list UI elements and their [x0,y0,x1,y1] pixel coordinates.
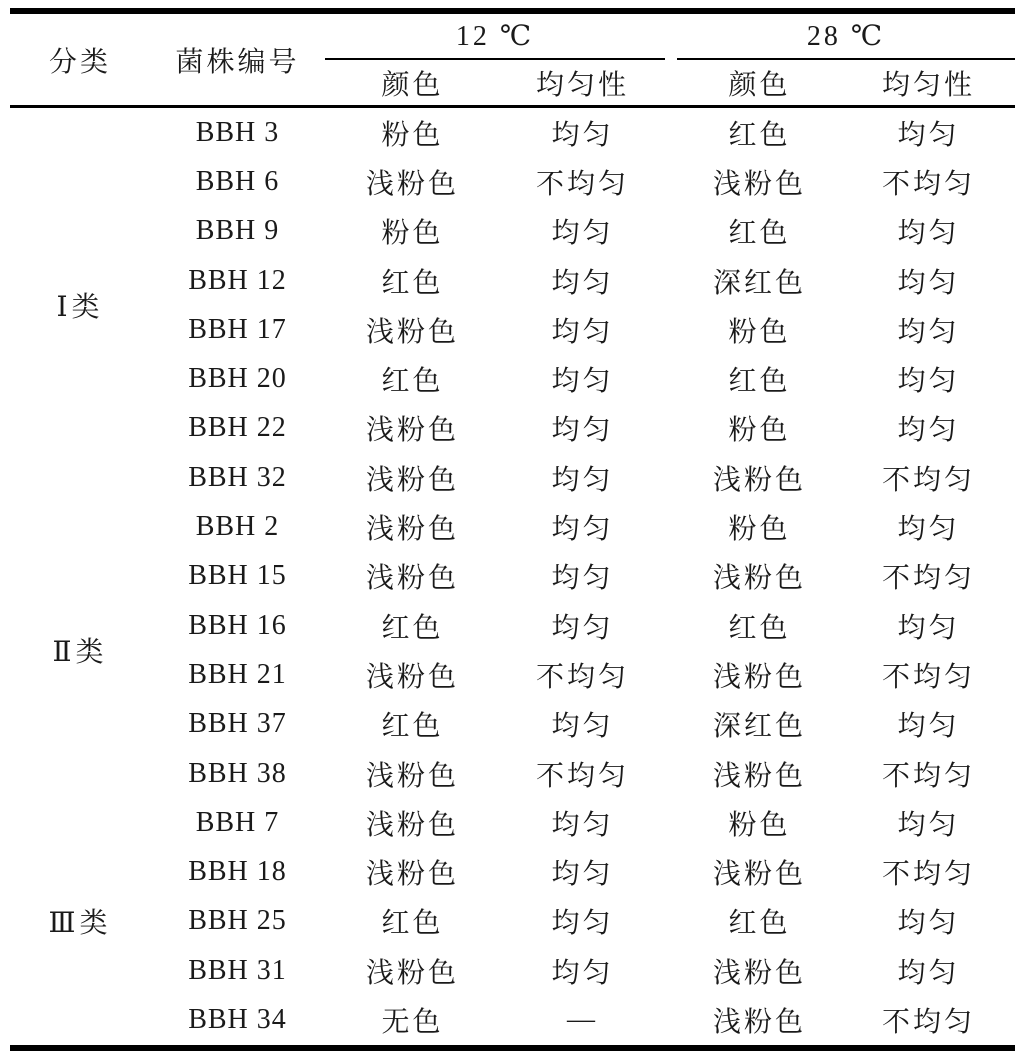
cell-12c-color: 浅粉色 [365,957,459,989]
cell-12c-color: 红色 [381,366,444,398]
row-gap-spacer [665,749,677,798]
cell-28c-color: 深红色 [713,267,807,299]
cell-28c-color: 浅粉色 [713,760,807,792]
cell-12c-uniformity: 均匀 [551,267,614,299]
cell-strain: BBH 37 [188,708,287,740]
cell-28c-uniformity: 不均匀 [882,168,976,200]
header-color-12c: 颜色 [325,59,500,107]
cell-strain: BBH 2 [195,511,280,543]
cell-12c-uniformity: 均匀 [551,316,614,348]
cell-12c-color: 浅粉色 [365,168,459,200]
row-gap-spacer [665,157,677,206]
cell-12c-uniformity: 均匀 [551,711,614,743]
cell-28c-uniformity: 均匀 [897,316,960,348]
cell-12c-uniformity: 均匀 [551,563,614,595]
table-row [10,601,1015,650]
cell-strain: BBH 6 [195,165,280,197]
table-header [10,11,1015,107]
cell-28c-color: 浅粉色 [713,859,807,891]
row-gap-spacer [665,107,677,158]
row-gap-spacer [665,256,677,305]
cell-12c-uniformity: 均匀 [551,809,614,841]
cell-strain: BBH 20 [188,363,287,395]
cell-12c-color: 浅粉色 [365,859,459,891]
cell-12c-color: 浅粉色 [365,563,459,595]
row-gap-spacer [665,502,677,551]
table-row [10,847,1015,896]
row-gap-spacer [665,847,677,896]
cell-12c-color: 红色 [381,267,444,299]
row-gap-spacer [665,650,677,699]
cell-strain: BBH 32 [188,461,287,493]
cell-28c-color: 粉色 [728,514,791,546]
table-row [10,897,1015,946]
cell-12c-uniformity: 均匀 [551,514,614,546]
cell-28c-uniformity: 不均匀 [882,563,976,595]
cell-12c-color: 粉色 [381,119,444,151]
table-row [10,552,1015,601]
cell-28c-uniformity: 不均匀 [882,1006,976,1038]
cell-28c-color: 深红色 [713,711,807,743]
cell-28c-uniformity: 均匀 [897,957,960,989]
header-classification: 分类 [10,11,150,107]
table-row [10,502,1015,551]
cell-28c-uniformity: 均匀 [897,711,960,743]
cell-12c-color: 粉色 [381,218,444,250]
cell-strain: BBH 7 [195,806,280,838]
cell-12c-color: 浅粉色 [365,514,459,546]
table-row [10,256,1015,305]
group-label: Ⅰ类 [56,292,104,324]
row-gap-spacer [665,404,677,453]
row-gap-spacer [665,946,677,995]
cell-28c-uniformity: 均匀 [897,514,960,546]
cell-12c-color: 浅粉色 [365,464,459,496]
row-gap-spacer [665,700,677,749]
row-gap-spacer [665,601,677,650]
row-gap-spacer [665,354,677,403]
row-gap-spacer [665,897,677,946]
header-color-28c: 颜色 [677,59,842,107]
table-body [10,107,1015,1048]
cell-strain: BBH 3 [195,116,280,148]
table-row [10,749,1015,798]
cell-12c-uniformity: 均匀 [551,415,614,447]
row-gap-spacer [665,798,677,847]
header-uniformity-12c: 均匀性 [500,59,665,107]
header-gap-spacer [665,11,677,107]
table-row [10,354,1015,403]
row-gap-spacer [665,995,677,1047]
header-temp-28c: 28 ℃ [677,11,1015,59]
cell-strain: BBH 9 [195,215,280,247]
cell-28c-color: 粉色 [728,809,791,841]
cell-strain: BBH 34 [188,1003,287,1035]
cell-12c-color: 浅粉色 [365,809,459,841]
cell-strain: BBH 18 [188,856,287,888]
table-row [10,798,1015,847]
table-row [10,946,1015,995]
cell-strain: BBH 38 [188,757,287,789]
table-row [10,453,1015,502]
cell-12c-uniformity: 不均匀 [536,168,630,200]
row-gap-spacer [665,552,677,601]
cell-12c-uniformity: 均匀 [551,612,614,644]
cell-28c-color: 粉色 [728,316,791,348]
cell-12c-color: 红色 [381,711,444,743]
cell-12c-color: 浅粉色 [365,661,459,693]
row-gap-spacer [665,453,677,502]
cell-28c-color: 浅粉色 [713,464,807,496]
cell-28c-color: 红色 [728,366,791,398]
cell-28c-color: 浅粉色 [713,957,807,989]
cell-12c-uniformity: 均匀 [551,119,614,151]
table-row [10,995,1015,1047]
cell-28c-uniformity: 不均匀 [882,661,976,693]
cell-28c-color: 浅粉色 [713,563,807,595]
table-row [10,107,1015,158]
cell-strain: BBH 15 [188,560,287,592]
cell-strain: BBH 31 [188,954,287,986]
strain-color-table [10,8,1015,1051]
cell-12c-color: 无色 [381,1006,444,1038]
cell-28c-color: 粉色 [728,415,791,447]
table-row [10,650,1015,699]
cell-12c-uniformity: 均匀 [551,908,614,940]
cell-12c-uniformity: 均匀 [551,957,614,989]
cell-28c-uniformity: 不均匀 [882,859,976,891]
cell-28c-color: 浅粉色 [713,661,807,693]
cell-28c-uniformity: 均匀 [897,612,960,644]
table-row [10,700,1015,749]
cell-28c-color: 红色 [728,612,791,644]
cell-28c-uniformity: 均匀 [897,366,960,398]
cell-strain: BBH 12 [188,264,287,296]
table-row [10,305,1015,354]
group-label: Ⅲ类 [48,908,112,940]
cell-28c-uniformity: 均匀 [897,119,960,151]
cell-strain: BBH 16 [188,609,287,641]
header-uniformity-28c: 均匀性 [842,59,1015,107]
table-row [10,404,1015,453]
cell-28c-uniformity: 不均匀 [882,760,976,792]
cell-strain: BBH 25 [188,905,287,937]
header-row-top [10,11,1015,59]
cell-strain: BBH 22 [188,412,287,444]
cell-28c-color: 红色 [728,218,791,250]
cell-28c-color: 红色 [728,119,791,151]
cell-12c-uniformity: 均匀 [551,218,614,250]
cell-28c-uniformity: 均匀 [897,415,960,447]
group-label: Ⅱ类 [52,637,108,669]
cell-12c-uniformity: 均匀 [551,859,614,891]
cell-12c-uniformity: 均匀 [551,366,614,398]
cell-12c-color: 红色 [381,612,444,644]
cell-28c-color: 浅粉色 [713,168,807,200]
cell-28c-uniformity: 均匀 [897,218,960,250]
table-row [10,207,1015,256]
cell-12c-color: 浅粉色 [365,760,459,792]
cell-12c-uniformity: 均匀 [551,464,614,496]
cell-12c-color: 浅粉色 [365,316,459,348]
cell-28c-uniformity: 均匀 [897,908,960,940]
cell-12c-color: 浅粉色 [365,415,459,447]
row-gap-spacer [665,207,677,256]
cell-28c-color: 红色 [728,908,791,940]
table-row [10,157,1015,206]
cell-12c-uniformity: 不均匀 [536,760,630,792]
header-temp-12c: 12 ℃ [325,11,665,59]
cell-strain: BBH 17 [188,313,287,345]
cell-28c-uniformity: 均匀 [897,267,960,299]
cell-28c-uniformity: 均匀 [897,809,960,841]
row-gap-spacer [665,305,677,354]
cell-28c-uniformity: 不均匀 [882,464,976,496]
header-strain-id: 菌株编号 [150,11,325,107]
cell-28c-color: 浅粉色 [713,1006,807,1038]
cell-12c-uniformity: 不均匀 [536,661,630,693]
cell-strain: BBH 21 [188,658,287,690]
cell-12c-color: 红色 [381,908,444,940]
cell-12c-uniformity: — [567,1003,598,1035]
